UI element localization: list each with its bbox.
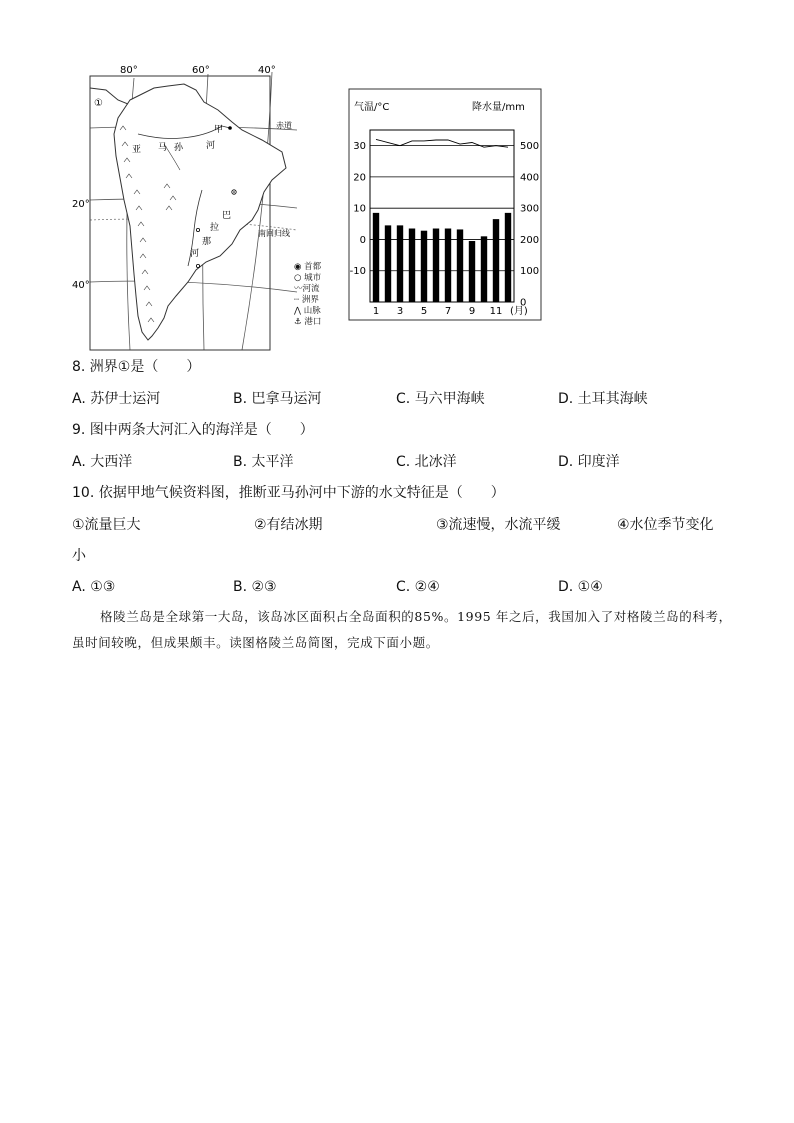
svg-text:拉: 拉 bbox=[210, 223, 220, 233]
month-tick-label: 7 bbox=[444, 306, 452, 317]
precip-axis-label: 降水量/mm bbox=[472, 102, 525, 113]
temp-tick-label: 10 bbox=[353, 203, 366, 215]
precip-bar bbox=[469, 241, 475, 302]
equator-label: 赤道 bbox=[276, 121, 292, 130]
precip-bar bbox=[445, 229, 451, 302]
south-america-map bbox=[72, 60, 302, 352]
month-tick-label: 11 bbox=[489, 306, 503, 317]
q8-option-c[interactable]: C. 马六甲海峡 bbox=[396, 391, 485, 407]
svg-text:河: 河 bbox=[190, 249, 200, 259]
q9-option-a[interactable]: A. 大西洋 bbox=[72, 454, 133, 470]
city-icon: ○ bbox=[294, 273, 302, 283]
svg-text:巴: 巴 bbox=[222, 211, 232, 221]
precip-tick-label: 100 bbox=[520, 266, 540, 278]
temp-axis-label: 气温/°C bbox=[354, 102, 390, 113]
precip-bar bbox=[385, 225, 391, 302]
boundary-icon: ┈ bbox=[294, 295, 300, 305]
q10-option-a[interactable]: A. ①③ bbox=[72, 579, 116, 595]
port-icon: ⚓ bbox=[294, 317, 302, 327]
temp-tick-label: 0 bbox=[359, 234, 366, 246]
q8-option-a[interactable]: A. 苏伊士运河 bbox=[72, 391, 161, 407]
question-8-stem: 8. 洲界①是（ ） bbox=[72, 359, 201, 375]
lat-40-label: 40° bbox=[72, 280, 90, 291]
precip-bar bbox=[481, 236, 487, 302]
precip-bar bbox=[373, 213, 379, 302]
precip-bar bbox=[457, 229, 463, 302]
month-unit-label: (月) bbox=[510, 306, 528, 317]
svg-text:孙: 孙 bbox=[174, 143, 184, 153]
precip-bar bbox=[421, 231, 427, 302]
q10-option-d[interactable]: D. ①④ bbox=[558, 579, 603, 595]
place-jia: 甲 bbox=[214, 125, 224, 135]
month-tick-label: 5 bbox=[420, 306, 428, 317]
q9-option-b[interactable]: B. 太平洋 bbox=[233, 454, 294, 470]
svg-text:马: 马 bbox=[158, 143, 168, 153]
precip-bar bbox=[397, 225, 403, 302]
legend-item: ⚓ 港口 bbox=[294, 317, 322, 327]
q10-statement-2: ②有结冰期 bbox=[254, 517, 323, 533]
svg-text:河: 河 bbox=[206, 141, 216, 151]
greenland-passage: 格陵兰岛是全球第一大岛，该岛冰区面积占全岛面积的85%。1995 年之后，我国加入了对格陵兰岛的科考，虽时间较晚，但成果颇丰。读图格陵兰岛简图，完成下面小题。 bbox=[72, 609, 732, 650]
precip-tick-label: 300 bbox=[520, 203, 540, 215]
lat-20-label: 20° bbox=[72, 199, 90, 210]
q8-option-b[interactable]: B. 巴拿马运河 bbox=[233, 391, 322, 407]
precip-tick-label: 500 bbox=[520, 141, 540, 153]
map-legend bbox=[294, 262, 321, 328]
precip-tick-label: 0 bbox=[520, 297, 527, 309]
temp-tick-label: -10 bbox=[349, 266, 366, 278]
q10-statement-4-wrap: 小 bbox=[72, 548, 86, 564]
precip-bar bbox=[409, 229, 415, 302]
q9-option-d[interactable]: D. 印度洋 bbox=[558, 454, 620, 470]
q10-option-c[interactable]: C. ②④ bbox=[396, 579, 440, 595]
precip-bar bbox=[493, 219, 499, 302]
boundary-marker: ① bbox=[94, 98, 103, 109]
question-10-stem: 10. 依据甲地气候资料图，推断亚马孙河中下游的水文特征是（ ） bbox=[72, 485, 505, 501]
month-tick-label: 3 bbox=[396, 306, 404, 317]
q10-option-b[interactable]: B. ②③ bbox=[233, 579, 277, 595]
precip-tick-label: 400 bbox=[520, 172, 540, 184]
lon-80-label: 80° bbox=[120, 65, 138, 76]
q9-option-c[interactable]: C. 北冰洋 bbox=[396, 454, 457, 470]
svg-text:那: 那 bbox=[202, 237, 212, 247]
month-tick-label: 9 bbox=[468, 306, 476, 317]
precip-bar bbox=[433, 229, 439, 302]
climate-chart bbox=[348, 88, 544, 322]
svg-text:亚: 亚 bbox=[132, 145, 142, 155]
temp-tick-label: 20 bbox=[353, 172, 366, 184]
river-icon: 〰 bbox=[294, 284, 303, 294]
q10-statement-4: ④水位季节变化 bbox=[617, 517, 714, 533]
lon-60-label: 60° bbox=[192, 65, 210, 76]
q8-option-d[interactable]: D. 土耳其海峡 bbox=[558, 391, 648, 407]
mountain-icon: ⋀ bbox=[294, 306, 301, 316]
month-tick-label: 1 bbox=[372, 306, 380, 317]
capital-icon: ◉ bbox=[294, 262, 302, 272]
precip-bar bbox=[505, 213, 511, 302]
legend-item: ⋀ 山脉 bbox=[294, 306, 321, 316]
legend-item: ◉ 首都 bbox=[294, 262, 322, 272]
legend-item: ┈ 洲界 bbox=[294, 295, 319, 305]
legend-item: ○ 城市 bbox=[294, 273, 322, 283]
tropic-label: 南回归线 bbox=[258, 229, 290, 238]
question-9-stem: 9. 图中两条大河汇入的海洋是（ ） bbox=[72, 422, 314, 438]
precip-tick-label: 200 bbox=[520, 234, 540, 246]
q10-statement-3: ③流速慢，水流平缓 bbox=[436, 517, 561, 533]
q10-statement-1: ①流量巨大 bbox=[72, 517, 141, 533]
temp-tick-label: 30 bbox=[353, 141, 366, 153]
legend-item: 〰河流 bbox=[294, 284, 320, 294]
lon-40-label: 40° bbox=[258, 65, 276, 76]
